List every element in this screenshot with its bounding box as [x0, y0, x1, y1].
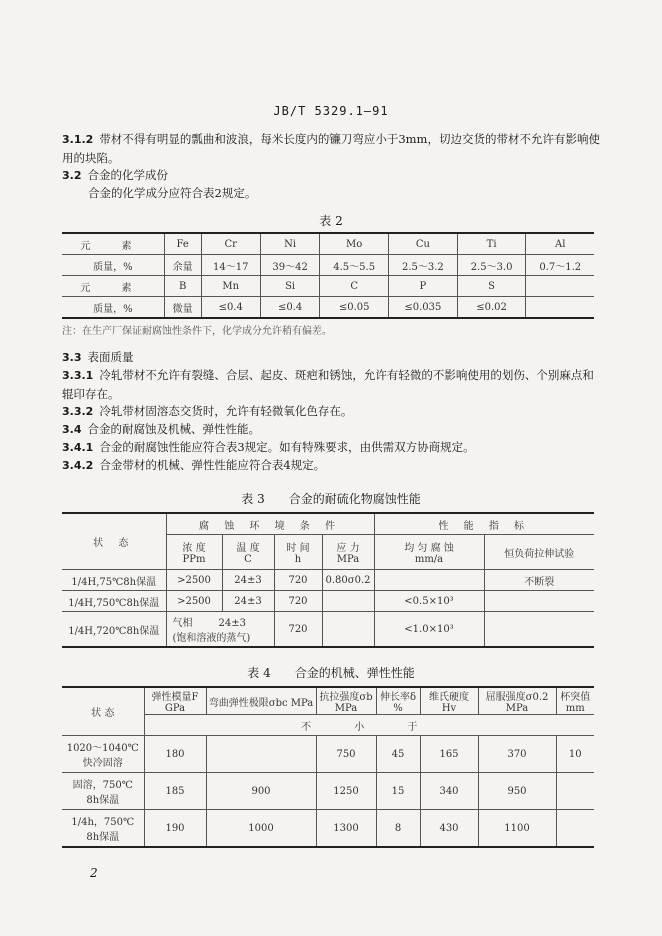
table-row: 元 素 Fe Cr Ni Mo Cu Ti Al — [62, 233, 594, 255]
section-3-4-2: 3.4.2 合金带材的机械、弹性性能应符合表4规定。 — [62, 458, 326, 472]
table-4-mechanical-properties — [62, 686, 594, 848]
table-row: 1020～1040℃ 快冷固溶 180 750 45 165 370 10 — [62, 736, 594, 773]
section-3-1-2: 3.1.2 带材不得有明显的瓢曲和波浪，每米长度内的镰刀弯应小于3mm，切边交货的带材不允许有影响使用的块陷。 — [62, 132, 600, 165]
table-2-note: 注：在生产厂保证耐腐蚀性条件下，化学成分允许稍有偏差。 — [62, 326, 332, 337]
table-row: 质量，% 微量 ≤0.4 ≤0.4 ≤0.05 ≤0.035 ≤0.02 — [62, 297, 594, 319]
section-3-3-1: 3.3.1 冷轧带材不允许有裂缝、合层、起皮、斑疤和锈蚀，允许有轻微的不影响使用的划伤、个别麻点和辊印存在。 — [62, 368, 594, 401]
table-3-corrosion-resistance — [62, 512, 594, 648]
table-row: 1/4h，750℃ 8h保温 190 1000 1300 8 430 1100 — [62, 810, 594, 848]
section-3-4-1: 3.4.1 合金的耐腐蚀性能应符合表3规定。如有特殊要求，由供需双方协商规定。 — [62, 440, 475, 454]
section-3-2-text: 合金的化学成分应符合表2规定。 — [88, 186, 257, 200]
table-row: 浓 度 PPm 温 度 C 时 间 h 应 力 MPa 均 匀 腐 蚀 mm/a 恒负荷拉伸试验 — [62, 535, 594, 570]
table-2-chemical-composition — [62, 232, 594, 319]
page-number: 2 — [90, 866, 98, 880]
section-3-3-heading: 3.3 表面质量 — [62, 350, 134, 364]
section-3-2-heading: 3.2 合金的化学成份 — [62, 168, 168, 182]
table-4-caption: 表 4 合金的机械、弹性性能 — [247, 666, 415, 680]
table-row: 元 素 B Mn Si C P S — [62, 276, 594, 297]
section-3-3-2: 3.3.2 冷轧带材固溶态交货时，允许有轻微氧化色存在。 — [62, 404, 353, 418]
table-row: 1/4H,750℃8h保温 >2500 24±3 720 <0.5×10³ — [62, 591, 594, 612]
standard-number: JB/T 5329.1—91 — [273, 104, 389, 118]
table-row: 不 小 于 — [62, 715, 594, 736]
table-row: 状 态 腐 蚀 环 境 条 件 性 能 指 标 — [62, 513, 594, 535]
table-row: 1/4H,75℃8h保温 >2500 24±3 720 0.80σ0.2 不断裂 — [62, 570, 594, 591]
table-row: 质量，% 余量 14～17 39～42 4.5～5.5 2.5～3.2 2.5～3.0 0.7～1.2 — [62, 255, 594, 276]
table-3-caption: 表 3 合金的耐硫化物腐蚀性能 — [241, 492, 421, 506]
table-2-caption: 表 2 — [319, 214, 343, 228]
table-row: 固溶，750℃ 8h保温 185 900 1250 15 340 950 — [62, 773, 594, 810]
table-row: 1/4H,720℃8h保温 气相 24±3 (饱和溶液的蒸气) 720 <1.0×10³ — [62, 612, 594, 648]
section-3-4-heading: 3.4 合金的耐腐蚀及机械、弹性性能。 — [62, 422, 260, 436]
table-row: 状 态 弹性模量F GPa 弯曲弹性极限σbc MPa 抗拉强度σb MPa 伸长率δ % 维氏硬度Hv 屈服强度σ0.2 MPa 杯突值 mm — [62, 687, 594, 715]
